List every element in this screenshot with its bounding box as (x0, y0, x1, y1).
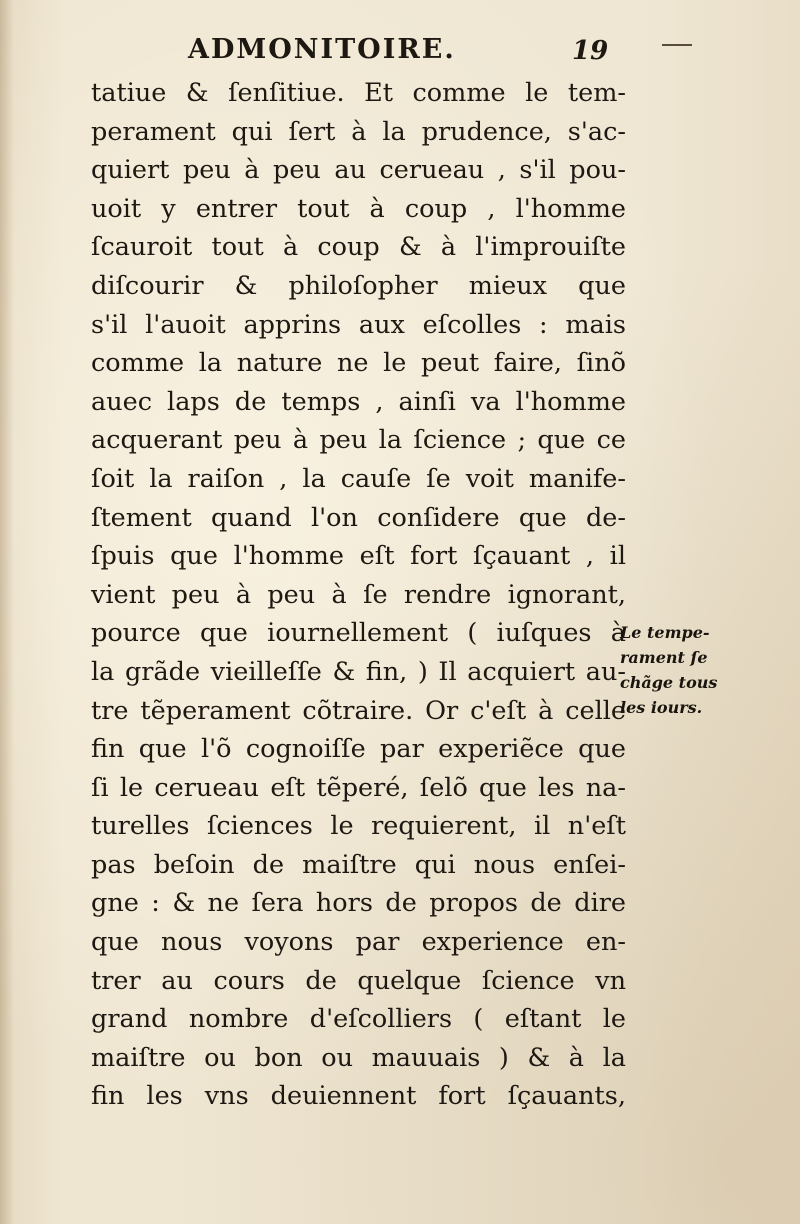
text-line: gne : & ne ſera hors de propos de dire (91, 888, 626, 919)
text-line: ſtement quand l'on conſidere que de- (91, 502, 626, 533)
text-line: fin les vns deuiennent fort ſçauants, (91, 1081, 626, 1112)
text-line: ſpuis que l'homme eſt fort ſçauant , il (91, 541, 626, 572)
text-line: acquerant peu à peu la ſcience ; que ce (91, 425, 626, 456)
text-line: maiſtre ou bon ou mauuais ) & à la (91, 1042, 626, 1073)
text-line: vient peu à peu à ſe rendre ignorant, (91, 579, 626, 610)
text-line: tre tẽperament cõtraire. Or c'eſt à celle (91, 695, 626, 726)
text-line: comme la nature ne le peut faire, ſinõ (91, 348, 626, 379)
text-line: perament qui ſert à la prudence, s'ac- (91, 116, 626, 147)
page-gutter-shadow (0, 0, 14, 1224)
marginal-note-line: les iours. (620, 698, 703, 717)
marginal-note-line: rament ſe (620, 648, 708, 667)
text-line: ſi le cerueau eſt tẽperé, ſelõ que les na- (91, 772, 626, 803)
header-rule (662, 44, 692, 46)
text-line: quiert peu à peu au cerueau , s'il pou- (91, 155, 626, 186)
text-line: diſcourir & philoſopher mieux que (91, 270, 626, 301)
text-line: pource que iournellement ( iuſques à (91, 618, 626, 649)
page-number: 19 (572, 36, 609, 66)
text-line: grand nombre d'eſcolliers ( eſtant le (91, 1004, 626, 1035)
marginal-note-line: chãge tous (620, 673, 718, 692)
text-line: uoit y entrer tout à coup , l'homme (91, 193, 626, 224)
text-line: auec laps de temps , ainſi va l'homme (91, 386, 626, 417)
body-text (91, 74, 626, 1116)
text-line: s'il l'auoit apprins aux eſcolles : mais (91, 309, 626, 340)
text-line: ſcauroit tout à coup & à l'improuiſte (91, 232, 626, 263)
text-line: trer au cours de quelque ſcience vn (91, 965, 626, 996)
text-line: fin que l'õ cognoiſſe par experiẽce que (91, 734, 626, 765)
text-line: la grãde vieilleſſe & fin, ) Il acquiert au- (91, 656, 626, 687)
marginal-note-line: Le tempe- (620, 623, 710, 642)
running-head: ADMONITOIRE. (188, 34, 456, 65)
text-line: ſoit la raiſon , la cauſe ſe voit manife- (91, 463, 626, 494)
text-line: que nous voyons par experience en- (91, 927, 626, 958)
text-line: turelles ſciences le requierent, il n'eſt (91, 811, 626, 842)
text-line: pas beſoin de maiſtre qui nous enſei- (91, 849, 626, 880)
text-line: tatiue & ſenſitiue. Et comme le tem- (91, 78, 626, 108)
marginal-note (620, 620, 750, 720)
